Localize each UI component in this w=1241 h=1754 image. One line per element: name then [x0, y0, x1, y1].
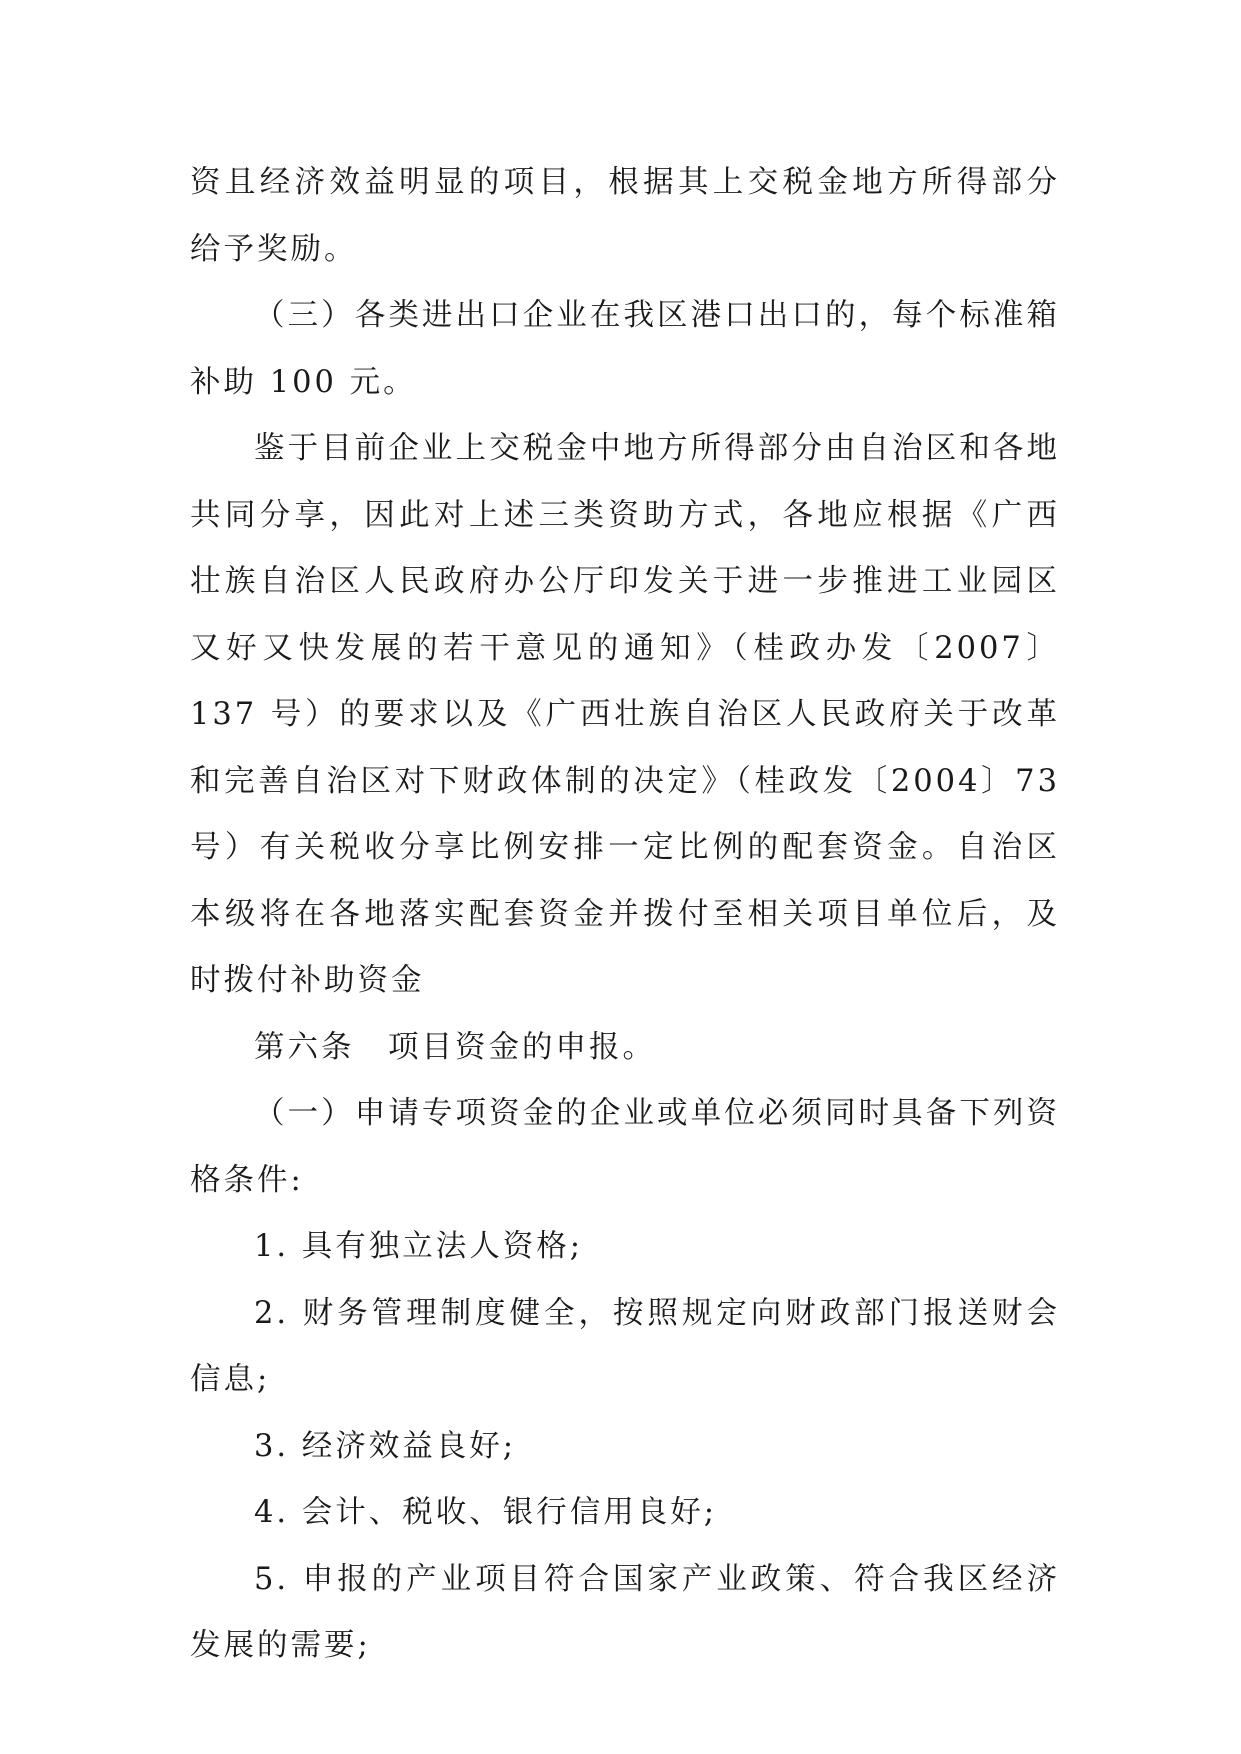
list-item-3: 3. 经济效益良好; — [254, 1428, 517, 1464]
paragraph-3: 鉴于目前企业上交税金中地方所得部分由自治区和各地共同分享，因此对上述三类资助方式，各地应根据《广西壮族自治区人民政府办公厅印发关于进一步推进工业园区又好又快发展的若干意见的通知》（桂政办发〔2007〕137 号）的要求以及《广西壮族自治区人民政府关于改革和完善自治区对下财政体制的决定》（桂政发〔2004〕73 号）有关税收分享比例安排一定比例的配套资金。自治区本级将在各地落实配套资金并拨付至相关项目单位后，及时拨付补助资金 — [190, 431, 1060, 998]
list-item-5: 5. 申报的产业项目符合国家产业政策、符合我区经济发展的需要; — [190, 1561, 1060, 1663]
list-item-1: 1. 具有独立法人资格; — [254, 1229, 584, 1264]
list-item-4: 4. 会计、税收、银行信用良好; — [254, 1495, 718, 1530]
article-heading: 第六条 项目资金的申报。 — [254, 1029, 656, 1065]
list-item-2: 2. 财务管理制度健全，按照规定向财政部门报送财会信息; — [190, 1295, 1060, 1397]
paragraph-1: 资且经济效益明显的项目，根据其上交税金地方所得部分给予奖励。 — [190, 165, 1060, 267]
document-body — [190, 150, 1060, 1680]
paragraph-5: （一）申请专项资金的企业或单位必须同时具备下列资格条件: — [190, 1096, 1060, 1198]
paragraph-2: （三）各类进出口企业在我区港口出口的，每个标准箱补助 100 元。 — [190, 298, 1060, 400]
